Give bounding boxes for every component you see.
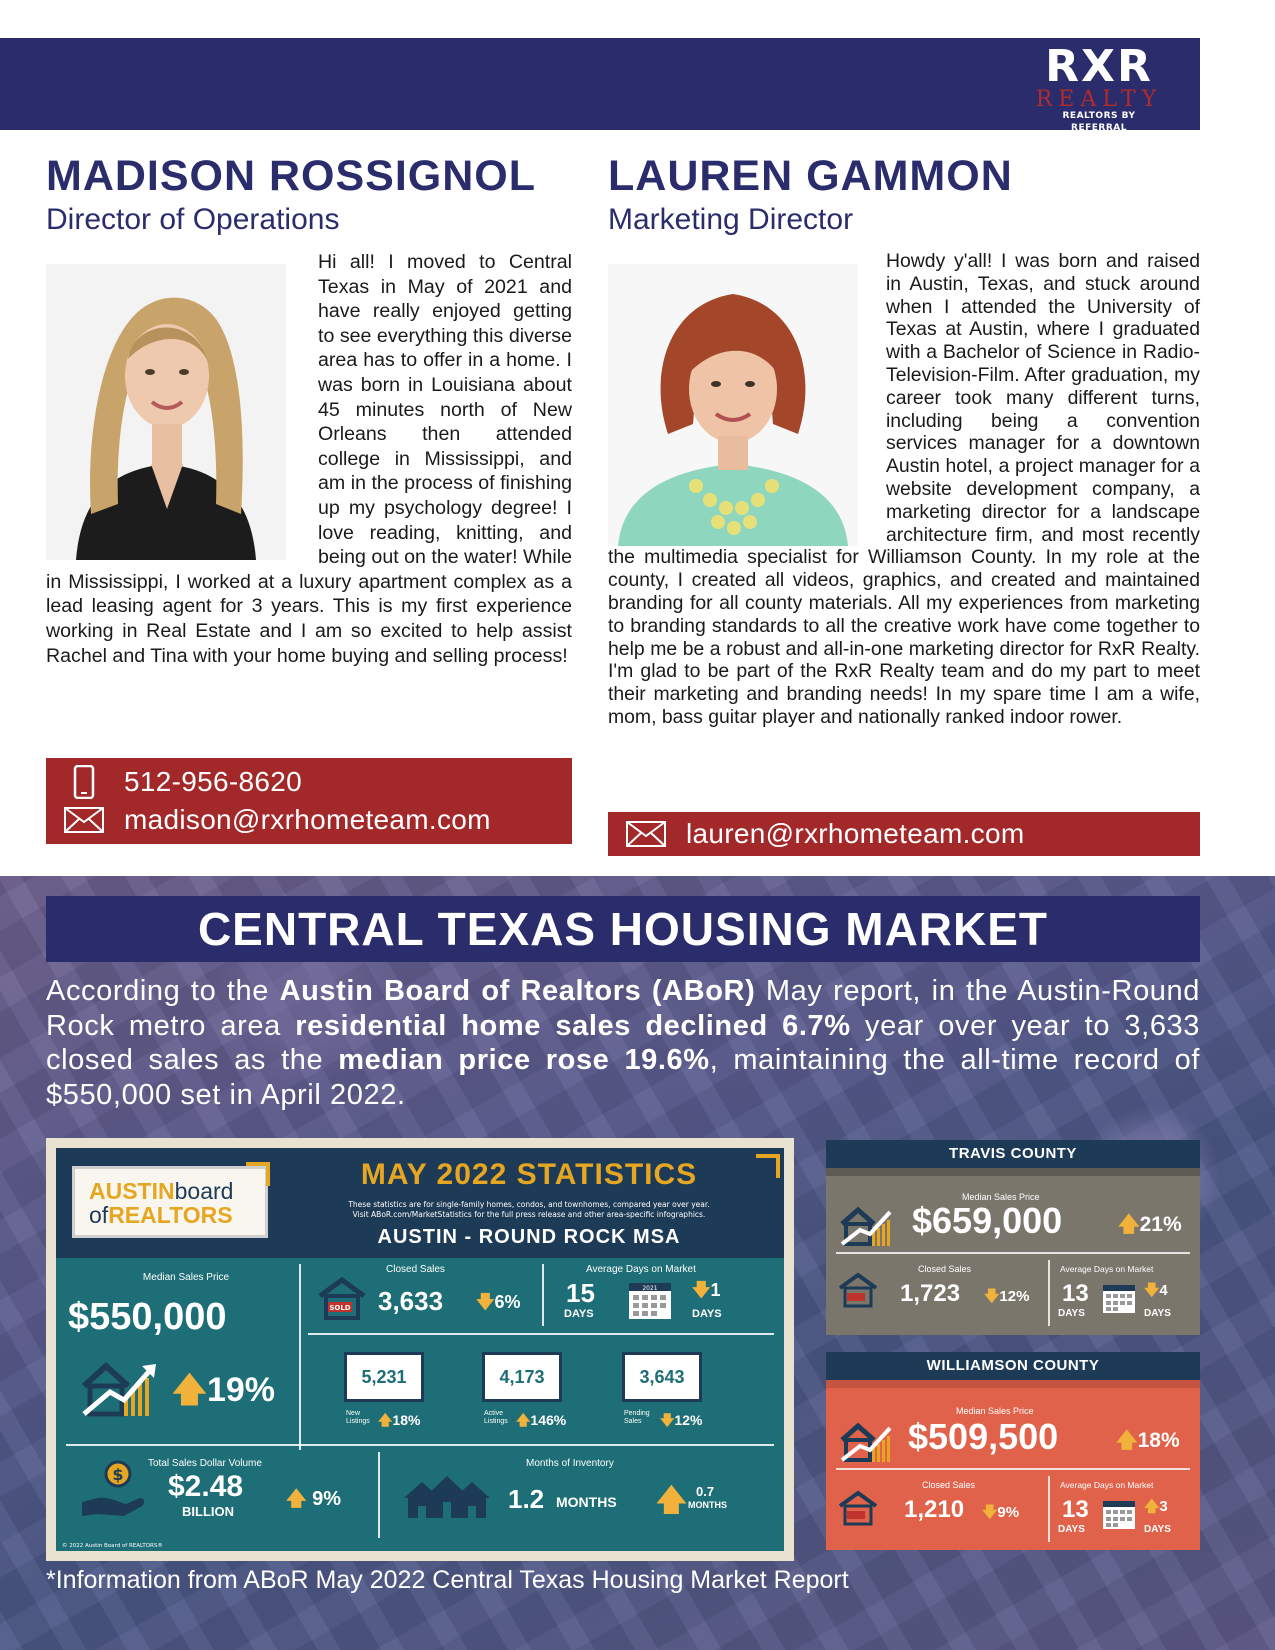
- closed-sales-value: 3,633: [378, 1286, 444, 1316]
- days-change-unit: DAYS: [1144, 1308, 1171, 1319]
- logo-word: REALTY: [1035, 87, 1163, 112]
- bio-body: Howdy y'all! I was born and raised in Austin, Texas, and stuck around when I attended the University of Texas at Austin, where I graduated with a Bachelor of Science in Radio-Television-Film. After graduation, my career took many different turns, including being a convention services manager for a downtown Austin hotel, a project manager for a website development company, a marketing director for a landscape architecture firm, and most recently the multimedia specialist for Williamson County. In my role at the county, I created all videos, graphics, and created and maintained branding for all county materials. All my experiences from marketing to branding standards to all the creative work have come together to help me be a robust and all-in-one marketing director for RxR Realty. I'm glad to be part of the RxR Realty team and do my part to meet their marketing and branding needs! In my spare time I am a wife, mom, bass guitar player and nationally ranked indoor rower.: [608, 250, 1200, 728]
- days-on-market-change: 🡅3: [1144, 1498, 1168, 1515]
- market-intro: According to the Austin Board of Realtors (ABoR) May report, in the Austin-Round Rock metro area residential home sales declined 6.7% year over year to 3,633 closed sales as the median price rose 19.6%, maintaining the all-time record of $550,000 set in April 2022.: [46, 975, 1201, 1111]
- pending-sales-label: Pending Sales: [624, 1410, 650, 1425]
- austin-board-of-realtors-logo: AUSTINboard ofREALTORS: [72, 1166, 268, 1238]
- up-arrow-icon: 🡅: [1118, 1213, 1140, 1236]
- median-price-label: Median Sales Price: [142, 1272, 230, 1283]
- house-chart-icon: [80, 1356, 160, 1424]
- active-listings-label: Active Listings: [484, 1410, 508, 1425]
- region-label: AUSTIN - ROUND ROCK MSA: [377, 1226, 681, 1248]
- up-arrow-icon: 🡅: [378, 1412, 393, 1428]
- svg-text:SOLD: SOLD: [329, 1304, 351, 1312]
- logo-tagline: REALTORS BY REFERRAL: [1062, 111, 1136, 133]
- source-footnote: *Information from ABoR May 2022 Central Texas Housing Market Report: [46, 1566, 849, 1594]
- up-arrow-icon: 🡅: [1144, 1498, 1160, 1515]
- median-price-label: Median Sales Price: [956, 1406, 1034, 1416]
- days-on-market-value: 13: [1062, 1496, 1089, 1523]
- days-change-unit: DAYS: [1144, 1524, 1171, 1535]
- divider: [378, 1452, 380, 1538]
- closed-sales-change: 🡇12%: [984, 1288, 1030, 1305]
- portrait-photo: [46, 264, 286, 560]
- median-price-label: Median Sales Price: [962, 1192, 1040, 1202]
- house-chart-icon: [840, 1420, 896, 1468]
- statistics-subtitle: These statistics are for single-family homes, condos, and townhomes, compared year over year. Visit ABoR.com/MarketStatistics for the full press release and other area-specific infographics.: [348, 1200, 710, 1219]
- svg-text:$: $: [112, 1465, 124, 1484]
- logo-mark: RXR: [1045, 41, 1153, 92]
- bio-name: MADISON ROSSIGNOL: [46, 152, 537, 200]
- volume-value: $2.48: [168, 1470, 244, 1503]
- band: [826, 1168, 1200, 1176]
- phone-number[interactable]: 512-956-8620: [124, 766, 302, 797]
- travis-county-panel: [826, 1140, 1200, 1335]
- county-name: WILLIAMSON COUNTY: [826, 1352, 1200, 1380]
- up-arrow-icon: 🡅: [516, 1412, 531, 1428]
- inventory-value: 1.2: [508, 1484, 545, 1514]
- days-on-market-label: Average Days on Market: [1060, 1264, 1154, 1274]
- divider: [1048, 1476, 1050, 1542]
- median-price-value: $659,000: [912, 1200, 1063, 1241]
- contact-box-lauren: [608, 812, 1200, 856]
- median-price-value: $509,500: [908, 1416, 1059, 1457]
- closed-sales-label: Closed Sales: [386, 1264, 445, 1275]
- house-sold-icon: [316, 1276, 368, 1324]
- median-price-value: $550,000: [68, 1296, 227, 1338]
- rxr-realty-logo: [1034, 41, 1164, 134]
- bio-title: Marketing Director: [608, 203, 854, 236]
- down-arrow-icon: 🡇: [692, 1280, 711, 1300]
- down-arrow-icon: 🡇: [476, 1292, 495, 1312]
- bio-name: LAUREN GAMMON: [608, 152, 1013, 200]
- active-listings-change: 🡅146%: [516, 1412, 567, 1428]
- closed-sales-change: 🡇6%: [476, 1292, 521, 1312]
- abor-statistics-infographic: [46, 1138, 794, 1561]
- decor-corner: [246, 1162, 270, 1186]
- house-chart-icon: [840, 1204, 896, 1252]
- inventory-label: Months of Inventory: [526, 1458, 614, 1469]
- copyright: © 2022 Austin Board of REALTORS®: [62, 1543, 163, 1549]
- closed-sales-label: Closed Sales: [922, 1480, 976, 1490]
- calendar-icon: [1102, 1500, 1136, 1534]
- median-price-change: 🡅19%: [172, 1371, 276, 1409]
- phone-row: [46, 762, 302, 802]
- house-sold-icon: [838, 1490, 878, 1530]
- volume-change: 🡅 9%: [286, 1488, 342, 1510]
- down-arrow-icon: 🡇: [982, 1504, 998, 1521]
- up-arrow-icon: 🡅: [286, 1488, 307, 1510]
- down-arrow-icon: 🡇: [984, 1288, 1000, 1305]
- county-name: TRAVIS COUNTY: [826, 1140, 1200, 1168]
- new-listings-change: 🡅18%: [378, 1412, 421, 1428]
- statistics-title: MAY 2022 STATISTICS: [360, 1158, 698, 1191]
- pending-sales-card: 3,643: [622, 1352, 702, 1402]
- inventory-change-unit: MONTHS: [688, 1500, 727, 1510]
- median-price-change: 🡅18%: [1116, 1429, 1180, 1452]
- closed-sales-change: 🡇9%: [982, 1504, 1020, 1521]
- divider: [836, 1252, 1190, 1254]
- volume-unit: BILLION: [182, 1504, 234, 1519]
- days-unit: DAYS: [564, 1308, 594, 1320]
- housing-market-section: [0, 876, 1275, 1650]
- inventory-change: 0.7: [696, 1484, 715, 1499]
- contact-box-madison: [46, 758, 572, 844]
- portrait-photo: [608, 264, 858, 546]
- divider: [308, 1333, 774, 1335]
- svg-text:2021: 2021: [642, 1285, 658, 1292]
- band: [826, 1380, 1200, 1388]
- houses-icon: [402, 1474, 492, 1524]
- active-listings-card: 4,173: [482, 1352, 562, 1402]
- bio-madison: [46, 150, 572, 668]
- down-arrow-icon: 🡇: [660, 1412, 675, 1428]
- phone-icon: [46, 765, 122, 799]
- infographic-header: [56, 1148, 784, 1258]
- calendar-icon: [1102, 1284, 1136, 1318]
- email-row: [608, 814, 1024, 854]
- up-arrow-icon: 🡅: [1116, 1429, 1138, 1452]
- calendar-icon: [628, 1282, 672, 1324]
- williamson-county-panel: [826, 1352, 1200, 1550]
- inventory-unit: MONTHS: [556, 1494, 617, 1510]
- down-arrow-icon: 🡇: [1144, 1282, 1160, 1299]
- market-title: CENTRAL TEXAS HOUSING MARKET: [46, 896, 1200, 962]
- days-change-unit: DAYS: [692, 1308, 722, 1320]
- divider: [542, 1264, 544, 1326]
- up-arrow-icon: 🡅: [656, 1484, 687, 1517]
- closed-sales-value: 1,210: [904, 1496, 965, 1523]
- days-on-market-label: Average Days on Market: [1060, 1480, 1154, 1490]
- median-price-change: 🡅21%: [1118, 1213, 1182, 1236]
- house-sold-icon: [838, 1272, 878, 1312]
- money-hand-icon: [78, 1460, 150, 1524]
- days-on-market-change: 🡇1: [692, 1280, 721, 1300]
- days-on-market-value: 15: [566, 1278, 595, 1308]
- closed-sales-value: 1,723: [900, 1280, 961, 1307]
- days-on-market-change: 🡇4: [1144, 1282, 1168, 1299]
- closed-sales-label: Closed Sales: [918, 1264, 972, 1274]
- mail-icon: [46, 807, 122, 833]
- divider: [1048, 1260, 1050, 1326]
- divider: [836, 1468, 1190, 1470]
- divider: [299, 1264, 301, 1450]
- days-unit: DAYS: [1058, 1308, 1085, 1319]
- volume-label: Total Sales Dollar Volume: [148, 1458, 262, 1469]
- bio-title: Director of Operations: [46, 203, 340, 236]
- days-on-market-label: Average Days on Market: [586, 1264, 696, 1275]
- divider: [66, 1444, 774, 1446]
- bio-body: Hi all! I moved to Central Texas in May of 2021 and have really enjoyed getting to see everything this diverse area has to offer in a home. I was born in Louisiana about 45 minutes north of New Orleans then attended college in Mississippi, and am in the process of finishing up my psychology degree! I love reading, knitting, and being out on the water! While in Mississippi, I worked at a luxury apartment complex as a lead leasing agent for 3 years. This is my first experience working in Real Estate and I am so excited to help assist Rachel and Tina with your home buying and selling process!: [46, 251, 572, 667]
- email-row: [46, 800, 491, 840]
- days-on-market-value: 13: [1062, 1280, 1089, 1307]
- new-listings-card: 5,231: [344, 1352, 424, 1402]
- bio-lauren: [608, 150, 1200, 729]
- days-unit: DAYS: [1058, 1524, 1085, 1535]
- email-address[interactable]: lauren@rxrhometeam.com: [686, 818, 1025, 849]
- email-address[interactable]: madison@rxrhometeam.com: [124, 804, 491, 835]
- up-arrow-icon: 🡅: [172, 1371, 207, 1409]
- new-listings-label: New Listings: [346, 1410, 370, 1425]
- mail-icon: [608, 821, 684, 847]
- pending-sales-change: 🡇12%: [660, 1412, 703, 1428]
- header-band: [0, 38, 1200, 133]
